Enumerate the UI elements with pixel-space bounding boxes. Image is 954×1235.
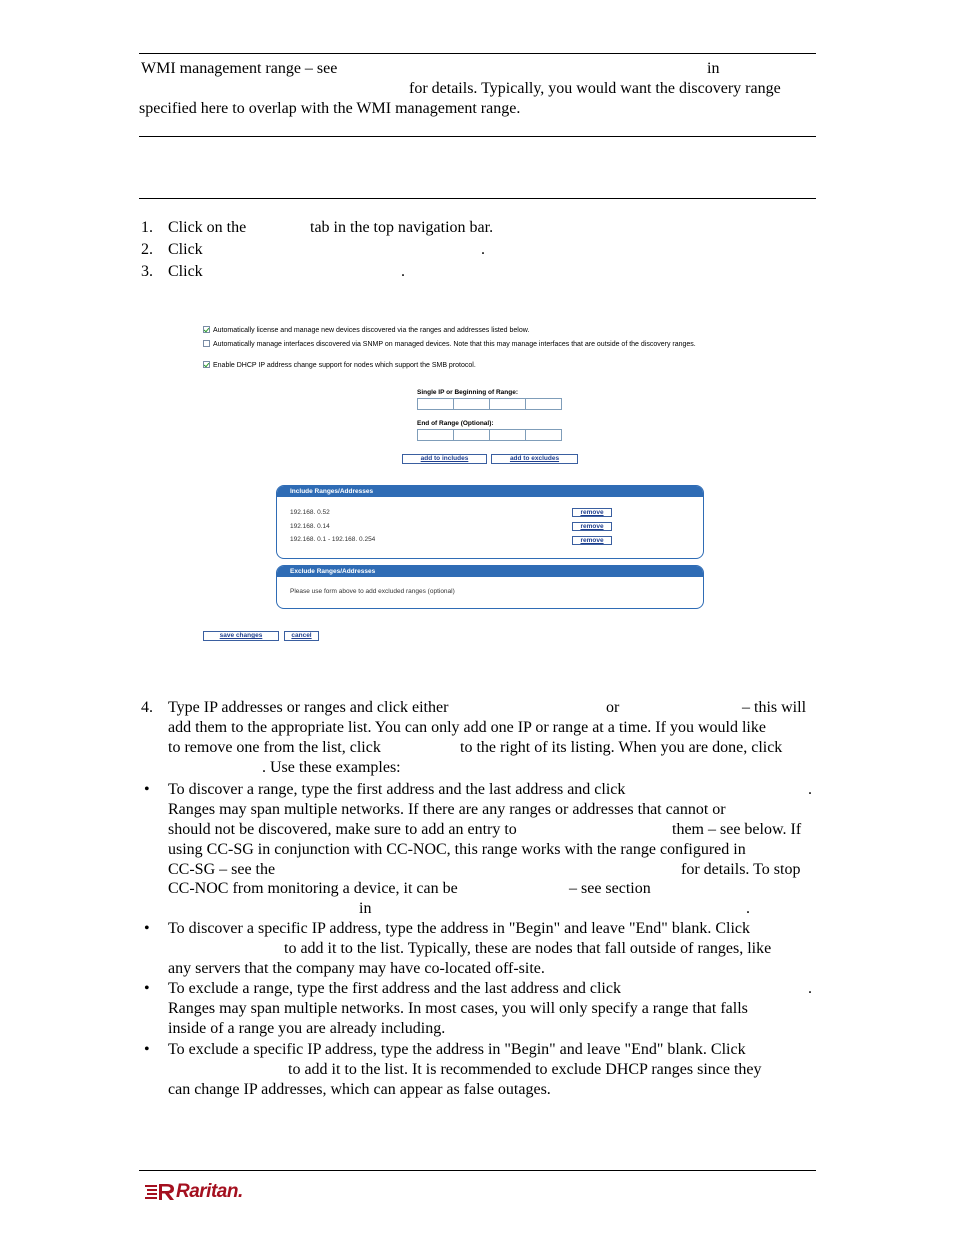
bullet-2-line1: To discover a specific IP address, type the address in "Begin" and leave "End" blank. Click <box>168 920 751 937</box>
step-4-line2: add them to the appropriate list. You can only add one IP or range at a time. If you would like <box>168 719 766 736</box>
bullet-4-line3: can change IP addresses, which can appear as false outages. <box>168 1081 551 1098</box>
step-2-text-b: . <box>481 241 485 258</box>
intro-line2: for details. Typically, you would want the discovery range <box>409 80 781 97</box>
include-row-1: 192.168. 0.52 <box>290 509 330 516</box>
end-octet-3-input[interactable] <box>489 429 526 441</box>
bullet-3-symbol: • <box>144 980 150 997</box>
remove-button-3[interactable]: remove <box>572 536 612 545</box>
bullet-1-line6-b: – see section <box>569 880 651 897</box>
exclude-hint-text: Please use form above to add excluded ranges (optional) <box>290 588 455 595</box>
bullet-1-line3-b: them – see below. If <box>672 821 802 838</box>
raritan-logo-text: Raritan. <box>176 1181 243 1202</box>
step-2-text-a: Click <box>168 241 203 258</box>
bullet-4-line2: to add it to the list. It is recommended to exclude DHCP ranges since they <box>288 1061 762 1078</box>
bullet-2-line3: any servers that the company may have co-located off-site. <box>168 960 545 977</box>
bullet-1-line1-b: . <box>808 781 812 798</box>
bullet-1-line4: using CC-SG in conjunction with CC-NOC, this range works with the range configured in <box>168 841 746 858</box>
discovery-settings-screenshot <box>195 318 775 648</box>
section-rule-2 <box>139 198 816 199</box>
checkbox-row-dhcp-support <box>203 361 763 370</box>
step-4-line3-b: to the right of its listing. When you are done, click <box>460 739 783 756</box>
add-to-includes-button[interactable]: add to includes <box>402 454 487 464</box>
raritan-logo-icon <box>145 1182 175 1202</box>
end-octet-1-input[interactable] <box>417 429 454 441</box>
bullet-1-line7-a: in <box>359 900 372 917</box>
raritan-logo <box>145 1181 243 1203</box>
bullet-2-symbol: • <box>144 920 150 937</box>
bullet-1-line1-a: To discover a range, type the first address and the last address and click <box>168 781 626 798</box>
exclude-ranges-panel <box>276 565 704 609</box>
remove-button-2[interactable]: remove <box>572 522 612 531</box>
step-4-line4: . Use these examples: <box>262 759 401 776</box>
include-row-2: 192.168. 0.14 <box>290 523 330 530</box>
begin-octet-1-input[interactable] <box>417 398 454 410</box>
auto-manage-snmp-checkbox[interactable] <box>203 340 210 347</box>
step-3-text-a: Click <box>168 263 203 280</box>
step-3-number: 3. <box>141 263 153 280</box>
exclude-ranges-title: Exclude Ranges/Addresses <box>277 566 703 577</box>
remove-button-1[interactable]: remove <box>572 508 612 517</box>
begin-range-label: Single IP or Beginning of Range: <box>417 389 518 396</box>
save-changes-button[interactable]: save changes <box>203 631 279 641</box>
intro-line1-a: WMI management range – see <box>141 60 338 77</box>
auto-license-label: Automatically license and manage new devices discovered via the ranges and addresses listed below. <box>213 327 530 334</box>
begin-octet-3-input[interactable] <box>489 398 526 410</box>
intro-line1-b: in <box>707 60 720 77</box>
bullet-4-symbol: • <box>144 1041 150 1058</box>
top-rule <box>139 53 816 54</box>
step-1-text-b: tab in the top navigation bar. <box>310 219 494 236</box>
dhcp-support-label: Enable DHCP IP address change support for nodes which support the SMB protocol. <box>213 362 476 369</box>
end-octet-2-input[interactable] <box>453 429 490 441</box>
step-4-line1-c: – this will <box>742 699 807 716</box>
bullet-1-line5-a: CC-SG – see the <box>168 861 276 878</box>
checkbox-row-auto-manage-snmp <box>203 340 763 349</box>
step-4-line3-a: to remove one from the list, click <box>168 739 381 756</box>
dhcp-support-checkbox[interactable] <box>203 361 210 368</box>
step-4-line1-a: Type IP addresses or ranges and click either <box>168 699 449 716</box>
auto-manage-snmp-label: Automatically manage interfaces discovered via SNMP on managed devices. Note that this may manage interfaces that are outside of the discovery ranges. <box>213 341 696 348</box>
bullet-3-line3: inside of a range you are already including. <box>168 1020 446 1037</box>
include-row-3: 192.168. 0.1 - 192.168. 0.254 <box>290 536 376 543</box>
begin-octet-4-input[interactable] <box>525 398 562 410</box>
end-octet-4-input[interactable] <box>525 429 562 441</box>
begin-octet-2-input[interactable] <box>453 398 490 410</box>
end-range-label: End of Range (Optional): <box>417 420 494 427</box>
bullet-1-line5-b: for details. To stop <box>681 861 801 878</box>
cancel-button[interactable]: cancel <box>284 631 319 641</box>
auto-license-checkbox[interactable] <box>203 326 210 333</box>
step-2-number: 2. <box>141 241 153 258</box>
bullet-2-line2: to add it to the list. Typically, these are nodes that fall outside of ranges, like <box>284 940 772 957</box>
footer-rule <box>139 1170 816 1171</box>
checkbox-row-auto-license <box>203 326 763 335</box>
bullet-3-line1-b: . <box>808 980 812 997</box>
step-4-number: 4. <box>141 699 153 716</box>
bullet-3-line1-a: To exclude a range, type the first address and the last address and click <box>168 980 621 997</box>
bullet-1-line3-a: should not be discovered, make sure to add an entry to <box>168 821 517 838</box>
bullet-1-symbol: • <box>144 781 150 798</box>
include-ranges-panel <box>276 485 704 559</box>
include-ranges-title: Include Ranges/Addresses <box>277 486 703 497</box>
step-4-line1-b: or <box>606 699 620 716</box>
bullet-1-line6-a: CC-NOC from monitoring a device, it can be <box>168 880 458 897</box>
step-3-text-b: . <box>401 263 405 280</box>
bullet-3-line2: Ranges may span multiple networks. In most cases, you will only specify a range that falls <box>168 1000 748 1017</box>
step-1-number: 1. <box>141 219 153 236</box>
bullet-1-line7-b: . <box>746 900 750 917</box>
bullet-1-line2: Ranges may span multiple networks. If there are any ranges or addresses that cannot or <box>168 801 726 818</box>
add-to-excludes-button[interactable]: add to excludes <box>491 454 578 464</box>
bullet-4-line1: To exclude a specific IP address, type the address in "Begin" and leave "End" blank. Click <box>168 1041 746 1058</box>
section-rule-1 <box>139 136 816 137</box>
intro-line3: specified here to overlap with the WMI management range. <box>139 100 521 117</box>
step-1-text-a: Click on the <box>168 219 247 236</box>
